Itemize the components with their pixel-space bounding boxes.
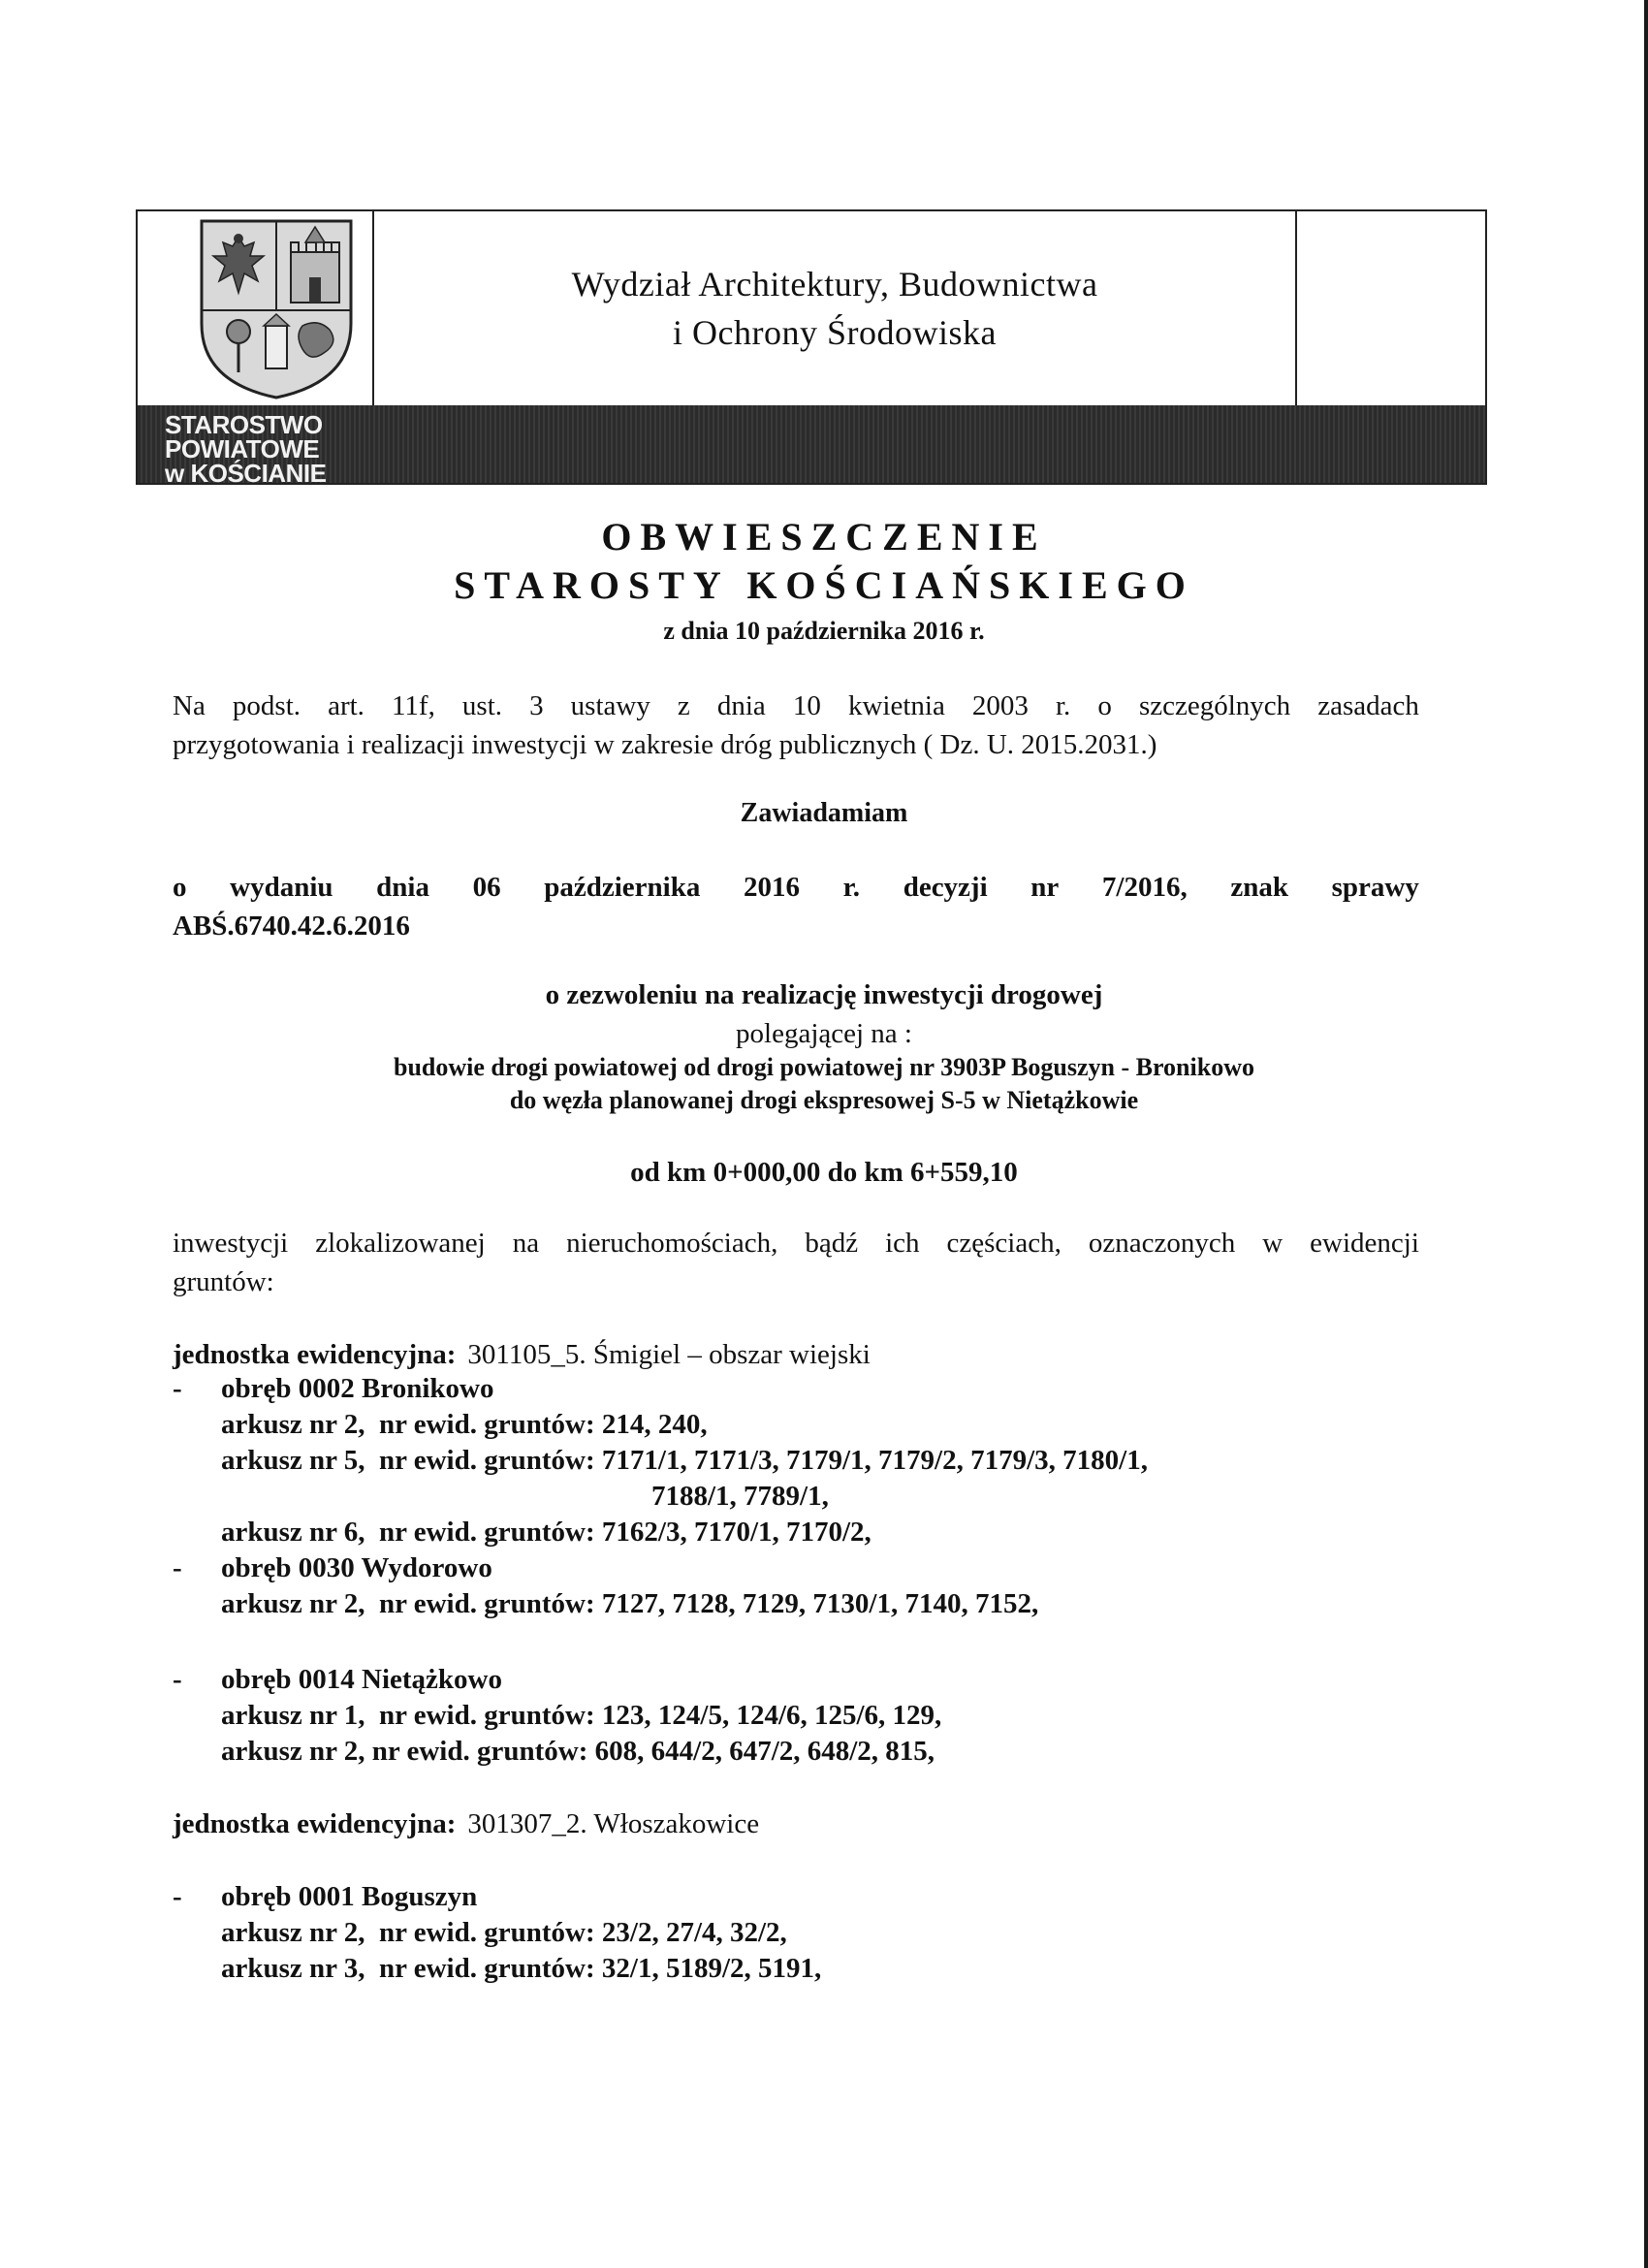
permit-description-line-2: do węzła planowanej drogi ekspresowej S-5 w Nietążkowie bbox=[509, 1086, 1139, 1114]
legal-basis-word: 2003 bbox=[971, 690, 1029, 721]
plots-intro bbox=[173, 1224, 1419, 1301]
plot-numbers: 123, 124/5, 124/6, 125/6, 129, bbox=[601, 1700, 942, 1731]
sheet-row bbox=[221, 1409, 708, 1441]
sheet-number: arkusz nr 2, bbox=[221, 1409, 365, 1440]
legal-basis-word: ustawy bbox=[570, 690, 650, 721]
office-name bbox=[165, 410, 327, 488]
precinct-name: obręb 0030 Wydorowo bbox=[221, 1552, 492, 1583]
decision-line-1 bbox=[173, 868, 1419, 907]
office-bar bbox=[138, 405, 1485, 488]
notice-title: OBWIESZCZENIE bbox=[601, 515, 1047, 559]
sheet-number: arkusz nr 6, bbox=[221, 1517, 365, 1548]
precinct-name: obręb 0014 Nietążkowo bbox=[221, 1664, 502, 1695]
plots-intro-word: ich bbox=[885, 1228, 920, 1259]
legal-basis-word: dnia bbox=[716, 690, 766, 721]
decision-word: decyzji bbox=[903, 872, 988, 903]
legal-basis-word: 3 bbox=[529, 690, 544, 721]
department-line-2: i Ochrony Środowiska bbox=[673, 313, 997, 352]
plot-numbers: 7127, 7128, 7129, 7130/1, 7140, 7152, bbox=[601, 1588, 1039, 1619]
legal-basis-word: Na bbox=[173, 690, 206, 721]
plots-intro-line-1 bbox=[173, 1224, 1419, 1262]
decision-word: sprawy bbox=[1331, 872, 1419, 903]
decision-case-number: ABŚ.6740.42.6.2016 bbox=[173, 910, 410, 942]
plot-numbers-continued: 7188/1, 7789/1, bbox=[651, 1481, 829, 1512]
permit-description-line-1: budowie drogi powiatowej od drogi powiatowej nr 3903P Boguszyn - Bronikowo bbox=[394, 1053, 1254, 1081]
decision-word: nr bbox=[1030, 872, 1060, 903]
plots-intro-word: ewidencji bbox=[1310, 1228, 1419, 1259]
unit-value: 301105_5. Śmigiel – obszar wiejski bbox=[467, 1339, 871, 1370]
decision-word: 7/2016, bbox=[1101, 872, 1188, 903]
decision-info bbox=[173, 868, 1419, 945]
legal-basis-word: art. bbox=[328, 690, 364, 721]
sheet-number: arkusz nr 1, bbox=[221, 1700, 365, 1731]
legal-basis-word: kwietnia bbox=[847, 690, 945, 721]
office-line-3: w KOŚCIANIE bbox=[165, 459, 327, 488]
registration-unit-2 bbox=[173, 1808, 759, 1840]
sheet-number: arkusz nr 2, bbox=[221, 1917, 365, 1948]
unit-label: jednostka ewidencyjna: bbox=[173, 1339, 457, 1370]
registration-unit-1 bbox=[173, 1339, 871, 1371]
km-range: od km 0+000,00 do km 6+559,10 bbox=[630, 1157, 1018, 1188]
sheet-row bbox=[221, 1445, 1148, 1477]
unit-label: jednostka ewidencyjna: bbox=[173, 1808, 457, 1839]
legal-basis-line-1 bbox=[173, 687, 1419, 725]
precinct-name: obręb 0001 Boguszyn bbox=[221, 1881, 478, 1912]
sheet-row bbox=[221, 1588, 1038, 1620]
plots-label: nr ewid. gruntów: bbox=[379, 1517, 595, 1548]
decision-word: znak bbox=[1230, 872, 1288, 903]
plots-label: nr ewid. gruntów: bbox=[379, 1700, 595, 1731]
sheet-row bbox=[221, 1700, 941, 1732]
plots-label: nr ewid. gruntów: bbox=[379, 1588, 595, 1619]
decision-word: o bbox=[173, 872, 187, 903]
sheet-row bbox=[221, 1917, 787, 1949]
plot-numbers: 7162/3, 7170/1, 7170/2, bbox=[601, 1517, 872, 1548]
announce-word: Zawiadamiam bbox=[740, 798, 908, 828]
list-dash: - bbox=[173, 1664, 182, 1695]
legal-basis-word: 10 bbox=[792, 690, 821, 721]
plots-label: nr ewid. gruntów: bbox=[379, 1409, 595, 1440]
decision-word: 2016 bbox=[743, 872, 800, 903]
legal-basis-word: r. bbox=[1055, 690, 1071, 721]
office-line-1: STAROSTWO bbox=[165, 410, 323, 439]
decision-word: r. bbox=[842, 872, 861, 903]
sheet-row bbox=[221, 1517, 872, 1549]
plots-intro-word: na bbox=[512, 1228, 540, 1259]
plots-intro-word: częściach, bbox=[946, 1228, 1062, 1259]
letterhead bbox=[136, 209, 1487, 488]
sheet-number: arkusz nr 5, bbox=[221, 1445, 365, 1476]
plots-intro-word: bądź bbox=[805, 1228, 859, 1259]
department-title bbox=[374, 260, 1295, 357]
sheet-row bbox=[221, 1736, 935, 1768]
list-dash: - bbox=[173, 1373, 182, 1404]
notice-subtitle: STAROSTY KOŚCIAŃSKIEGO bbox=[454, 563, 1194, 607]
department-line-1: Wydział Architektury, Budownictwa bbox=[571, 265, 1098, 303]
decision-word: wydaniu bbox=[230, 872, 333, 903]
legal-basis-word: z bbox=[677, 690, 690, 721]
plots-intro-line-2: gruntów: bbox=[173, 1266, 274, 1297]
plot-numbers: 608, 644/2, 647/2, 648/2, 815, bbox=[594, 1736, 935, 1767]
legal-basis-word: ust. bbox=[461, 690, 503, 721]
plots-intro-word: nieruchomościach, bbox=[566, 1228, 778, 1259]
plots-intro-word: zlokalizowanej bbox=[315, 1228, 486, 1259]
decision-word: 06 bbox=[472, 872, 501, 903]
unit-value: 301307_2. Włoszakowice bbox=[467, 1808, 760, 1839]
logo-cell bbox=[138, 211, 374, 405]
notice-date: z dnia 10 października 2016 r. bbox=[663, 617, 985, 645]
sheet-number: arkusz nr 3, bbox=[221, 1953, 365, 1984]
plots-intro-word: inwestycji bbox=[173, 1228, 289, 1259]
decision-word: dnia bbox=[376, 872, 429, 903]
sheet-row bbox=[221, 1953, 821, 1985]
legal-basis-word: 11f, bbox=[392, 690, 435, 721]
scan-edge bbox=[1644, 0, 1648, 2268]
plots-intro-word: w bbox=[1262, 1228, 1284, 1259]
legal-basis-word: o bbox=[1097, 690, 1112, 721]
plots-intro-word: oznaczonych bbox=[1088, 1228, 1236, 1259]
legal-basis-word: podst. bbox=[232, 690, 301, 721]
legal-basis-word: szczególnych bbox=[1138, 690, 1291, 721]
decision-word: października bbox=[544, 872, 701, 903]
plot-numbers: 214, 240, bbox=[601, 1409, 708, 1440]
permit-subject: o zezwoleniu na realizację inwestycji drogowej bbox=[545, 979, 1103, 1010]
plots-label: nr ewid. gruntów: bbox=[379, 1953, 595, 1984]
list-dash: - bbox=[173, 1881, 182, 1912]
legal-basis-word: zasadach bbox=[1317, 690, 1419, 721]
coat-of-arms-logo bbox=[194, 217, 359, 401]
header-right-cell bbox=[1295, 211, 1485, 405]
plot-numbers: 23/2, 27/4, 32/2, bbox=[601, 1917, 787, 1948]
permit-consisting: polegającej na : bbox=[736, 1018, 912, 1049]
plots-label: nr ewid. gruntów: bbox=[379, 1917, 595, 1948]
legal-basis bbox=[173, 687, 1419, 764]
sheet-number: arkusz nr 2, bbox=[221, 1588, 365, 1619]
precinct-name: obręb 0002 Bronikowo bbox=[221, 1373, 494, 1404]
plots-label: nr ewid. gruntów: bbox=[371, 1736, 588, 1767]
sheet-number: arkusz nr 2, bbox=[221, 1736, 365, 1767]
legal-basis-line-2: przygotowania i realizacji inwestycji w zakresie dróg publicznych ( Dz. U. 2015.2031.) bbox=[173, 729, 1157, 760]
plot-numbers: 32/1, 5189/2, 5191, bbox=[601, 1953, 822, 1984]
plot-numbers: 7171/1, 7171/3, 7179/1, 7179/2, 7179/3, 7180/1, bbox=[601, 1445, 1148, 1476]
list-dash: - bbox=[173, 1552, 182, 1583]
office-line-2: POWIATOWE bbox=[165, 434, 320, 463]
plots-label: nr ewid. gruntów: bbox=[379, 1445, 595, 1476]
